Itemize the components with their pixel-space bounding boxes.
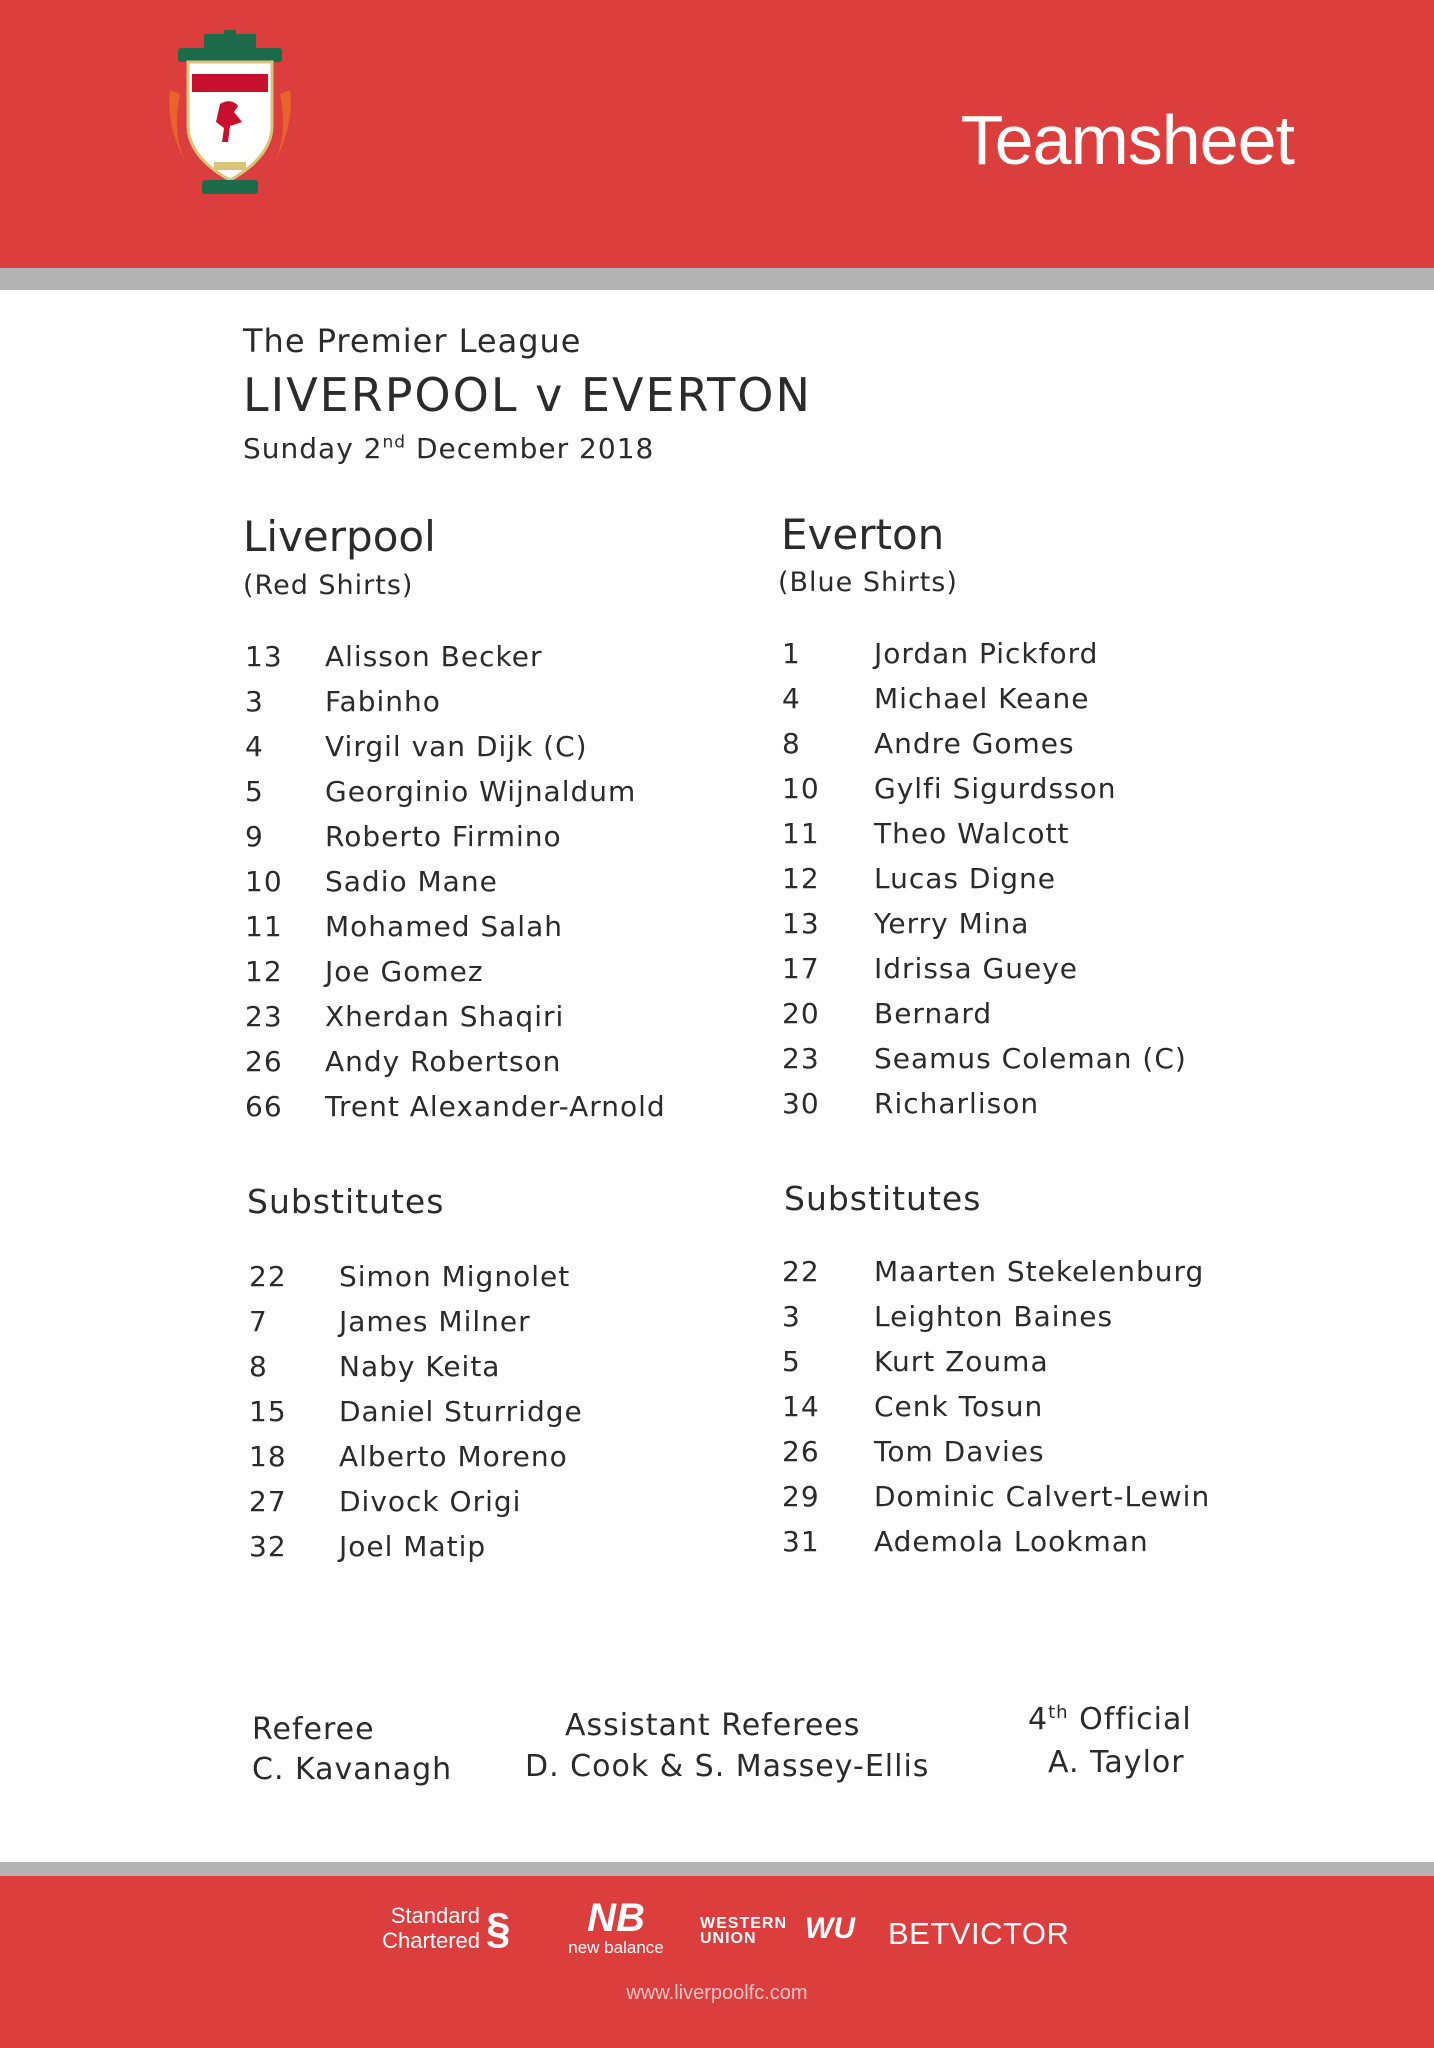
website-url[interactable]: www.liverpoolfc.com xyxy=(626,1982,808,2004)
player-number: 5 xyxy=(782,1345,801,1378)
player-name: Roberto Firmino xyxy=(325,820,562,853)
player-number: 22 xyxy=(249,1260,287,1293)
fourth-rest: Official xyxy=(1068,1702,1192,1737)
player-row xyxy=(782,637,1262,682)
player-row xyxy=(782,1480,1262,1525)
player-name: Sadio Mane xyxy=(325,865,498,898)
player-row xyxy=(245,1045,745,1090)
assistant-referees-names: D. Cook & S. Massey-Ellis xyxy=(525,1749,930,1784)
player-row xyxy=(249,1395,749,1440)
player-row xyxy=(782,772,1262,817)
player-name: Yerry Mina xyxy=(874,907,1030,940)
liverpool-crest-logo xyxy=(164,30,296,210)
player-name: Bernard xyxy=(874,997,993,1030)
player-row xyxy=(245,775,745,820)
player-name: Alberto Moreno xyxy=(339,1440,568,1473)
player-row xyxy=(245,685,745,730)
fourth-suffix: th xyxy=(1048,1702,1069,1723)
player-name: Richarlison xyxy=(874,1087,1040,1120)
player-row xyxy=(245,1090,745,1135)
player-number: 26 xyxy=(782,1435,820,1468)
player-name: Joe Gomez xyxy=(325,955,484,988)
player-number: 11 xyxy=(782,817,820,850)
player-name: Tom Davies xyxy=(874,1435,1045,1468)
player-name: Alisson Becker xyxy=(325,640,543,673)
referee-name: C. Kavanagh xyxy=(252,1752,453,1787)
fourth-prefix: 4 xyxy=(1028,1702,1049,1737)
player-number: 20 xyxy=(782,997,820,1030)
home-subs-list xyxy=(249,1260,749,1575)
player-name: Maarten Stekelenburg xyxy=(874,1255,1205,1288)
sc-line1: Standard xyxy=(390,1903,480,1928)
player-number: 31 xyxy=(782,1525,820,1558)
player-number: 13 xyxy=(782,907,820,940)
away-team-name: Everton xyxy=(781,510,945,559)
player-number: 3 xyxy=(782,1300,801,1333)
player-row xyxy=(249,1305,749,1350)
player-row xyxy=(245,1000,745,1045)
sc-line2: Chartered xyxy=(382,1928,480,1953)
player-name: Cenk Tosun xyxy=(874,1390,1044,1423)
player-number: 15 xyxy=(249,1395,287,1428)
fixture-title: LIVERPOOL v EVERTON xyxy=(243,368,812,422)
player-row xyxy=(249,1485,749,1530)
assistant-referees-label: Assistant Referees xyxy=(565,1708,861,1743)
competition-name: The Premier League xyxy=(243,322,582,360)
wu-line1: WESTERN xyxy=(700,1915,787,1932)
player-name: Andy Robertson xyxy=(325,1045,562,1078)
player-name: Virgil van Dijk (C) xyxy=(325,730,588,763)
player-number: 5 xyxy=(245,775,264,808)
player-name: Ademola Lookman xyxy=(874,1525,1149,1558)
player-number: 11 xyxy=(245,910,283,943)
player-number: 4 xyxy=(782,682,801,715)
player-number: 17 xyxy=(782,952,820,985)
date-prefix: Sunday 2 xyxy=(243,432,383,465)
home-team-shirts: (Red Shirts) xyxy=(243,570,414,601)
player-number: 8 xyxy=(782,727,801,760)
player-row xyxy=(782,907,1262,952)
player-name: Michael Keane xyxy=(874,682,1090,715)
away-subs-list xyxy=(782,1255,1262,1570)
player-name: Naby Keita xyxy=(339,1350,501,1383)
match-date xyxy=(243,432,654,465)
player-number: 3 xyxy=(245,685,264,718)
player-name: Idrissa Gueye xyxy=(874,952,1079,985)
referee-label: Referee xyxy=(252,1712,375,1747)
betvictor-logo: BETVICTOR xyxy=(888,1916,1070,1951)
date-rest: December 2018 xyxy=(406,432,655,465)
player-number: 1 xyxy=(782,637,801,670)
player-row xyxy=(782,1435,1262,1480)
wu-line2: UNION xyxy=(700,1930,757,1947)
player-number: 4 xyxy=(245,730,264,763)
player-row xyxy=(782,1255,1262,1300)
player-number: 10 xyxy=(245,865,283,898)
player-name: Simon Mignolet xyxy=(339,1260,571,1293)
header-divider xyxy=(0,268,1434,290)
player-row xyxy=(782,862,1262,907)
header-band xyxy=(0,0,1434,268)
player-number: 7 xyxy=(249,1305,268,1338)
player-name: Daniel Sturridge xyxy=(339,1395,583,1428)
player-name: Kurt Zouma xyxy=(874,1345,1049,1378)
player-name: Divock Origi xyxy=(339,1485,522,1518)
player-name: Joel Matip xyxy=(339,1530,487,1563)
player-row xyxy=(245,820,745,865)
player-row xyxy=(782,1087,1262,1132)
player-number: 12 xyxy=(245,955,283,988)
player-row xyxy=(782,1525,1262,1570)
player-row xyxy=(782,1390,1262,1435)
player-row xyxy=(249,1440,749,1485)
player-name: Fabinho xyxy=(325,685,441,718)
footer-divider xyxy=(0,1862,1434,1876)
player-row xyxy=(245,910,745,955)
player-name: Leighton Baines xyxy=(874,1300,1114,1333)
player-number: 29 xyxy=(782,1480,820,1513)
player-number: 18 xyxy=(249,1440,287,1473)
player-name: Andre Gomes xyxy=(874,727,1075,760)
player-number: 13 xyxy=(245,640,283,673)
page-title: Teamsheet xyxy=(960,101,1294,179)
player-row xyxy=(782,817,1262,862)
player-number: 26 xyxy=(245,1045,283,1078)
home-subs-title: Substitutes xyxy=(247,1182,445,1221)
player-name: Gylfi Sigurdsson xyxy=(874,772,1117,805)
player-row xyxy=(782,997,1262,1042)
player-row xyxy=(245,865,745,910)
player-name: Seamus Coleman (C) xyxy=(874,1042,1187,1075)
footer-band xyxy=(0,1876,1434,2048)
player-row xyxy=(782,952,1262,997)
player-name: Trent Alexander-Arnold xyxy=(325,1090,666,1123)
player-row xyxy=(782,727,1262,772)
standard-chartered-icon: § xyxy=(486,1904,511,1953)
away-subs-title: Substitutes xyxy=(784,1179,982,1218)
date-suffix: nd xyxy=(382,432,407,453)
player-row xyxy=(245,955,745,1000)
player-name: Mohamed Salah xyxy=(325,910,563,943)
player-name: James Milner xyxy=(339,1305,531,1338)
western-union-logo xyxy=(700,1916,787,1946)
player-row xyxy=(249,1260,749,1305)
player-name: Dominic Calvert-Lewin xyxy=(874,1480,1211,1513)
home-team-name: Liverpool xyxy=(243,512,436,561)
player-row xyxy=(249,1530,749,1575)
player-number: 12 xyxy=(782,862,820,895)
player-row xyxy=(245,640,745,685)
player-name: Theo Walcott xyxy=(874,817,1070,850)
player-name: Jordan Pickford xyxy=(874,637,1099,670)
player-number: 23 xyxy=(782,1042,820,1075)
player-number: 14 xyxy=(782,1390,820,1423)
player-name: Lucas Digne xyxy=(874,862,1056,895)
player-number: 30 xyxy=(782,1087,820,1120)
player-row xyxy=(782,682,1262,727)
player-name: Xherdan Shaqiri xyxy=(325,1000,565,1033)
fourth-official-label xyxy=(1028,1702,1192,1737)
away-starting-list xyxy=(782,637,1262,1132)
nb-text: new balance xyxy=(568,1938,664,1957)
player-row xyxy=(782,1300,1262,1345)
western-union-mark: WU xyxy=(805,1912,855,1945)
player-number: 10 xyxy=(782,772,820,805)
player-number: 27 xyxy=(249,1485,287,1518)
player-row xyxy=(782,1345,1262,1390)
player-number: 8 xyxy=(249,1350,268,1383)
player-name: Georginio Wijnaldum xyxy=(325,775,637,808)
standard-chartered-logo xyxy=(366,1903,480,1953)
player-number: 9 xyxy=(245,820,264,853)
player-row xyxy=(782,1042,1262,1087)
player-row xyxy=(245,730,745,775)
away-team-shirts: (Blue Shirts) xyxy=(778,567,958,598)
player-row xyxy=(249,1350,749,1395)
nb-mark: NB xyxy=(587,1896,645,1940)
player-number: 22 xyxy=(782,1255,820,1288)
player-number: 23 xyxy=(245,1000,283,1033)
new-balance-logo xyxy=(556,1898,676,1958)
player-number: 66 xyxy=(245,1090,283,1123)
fourth-official-name: A. Taylor xyxy=(1048,1745,1185,1780)
player-number: 32 xyxy=(249,1530,287,1563)
home-starting-list xyxy=(245,640,745,1135)
